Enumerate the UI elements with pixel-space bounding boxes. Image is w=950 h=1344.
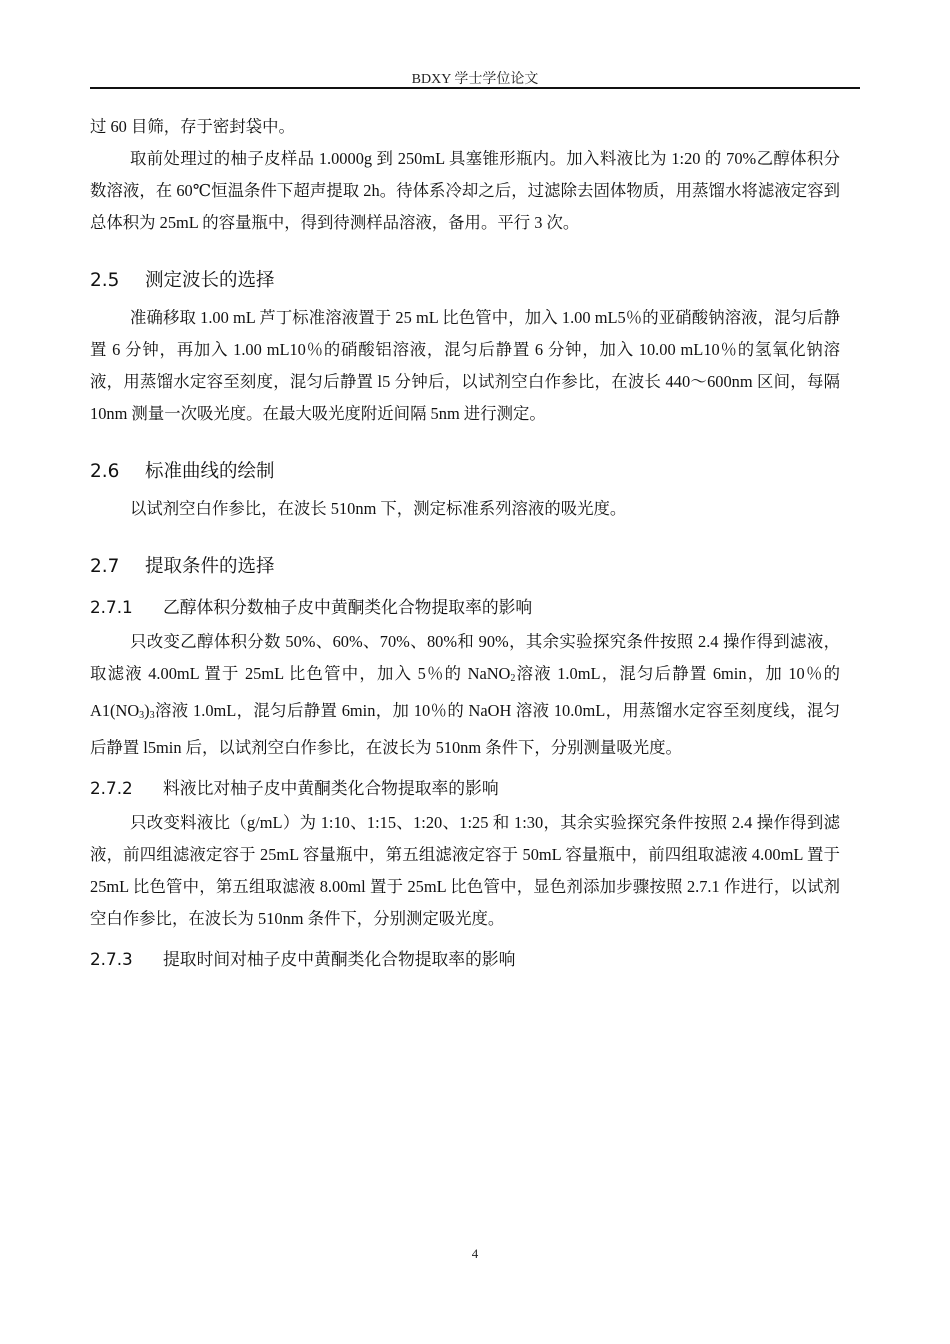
- section-heading-2-6: [90, 456, 840, 488]
- subscript: 3: [149, 710, 155, 721]
- header-rule: [90, 87, 860, 89]
- section-title: 提取条件的选择: [145, 556, 275, 577]
- section-number: 2.7.2: [90, 778, 133, 798]
- section-title: 乙醇体积分数柚子皮中黄酮类化合物提取率的影响: [163, 597, 533, 617]
- section-2-5-body: 准确移取 1.00 mL 芦丁标准溶液置于 25 mL 比色管中，加入 1.00 mL5％的亚硝酸钠溶液，混匀后静置 6 分钟，再加入 1.00 mL10％的硝酸铝溶液，混匀后静置 6 分钟，加入 10.00 mL10％的氢氧化钠溶液，用蒸馏水定容至刻度，混匀后静置 l5 分钟后，以试剂空白作参比，在波长 440～600nm 区间，每隔 10nm 测量一次吸光度。在最大吸光度附近间隔 5nm 进行测定。: [90, 308, 840, 423]
- body-text: 溶液 1.0mL，混匀后静置 6min，加 10％的 A1(NO: [90, 664, 840, 720]
- intro-paragraph: 取前处理过的柚子皮样品 1.0000g 到 250mL 具塞锥形瓶内。加入料液比为 1:20 的 70%乙醇体积分数溶液，在 60℃恒温条件下超声提取 2h。待体系冷却之后，过滤除去固体物质，用蒸馏水将滤液定容到总体积为 25mL 的容量瓶中，得到待测样品溶液，备用。平行 3 次。: [90, 149, 840, 232]
- body-text: 溶液 1.0mL，混匀后静置 6min，加 10％的 NaOH 溶液 10.0mL，用蒸馏水定容至刻度线，混匀后静置 l5min 后，以试剂空白作参比，在波长为 510nm 条件下，分别测量吸光度。: [90, 701, 840, 757]
- section-heading-2-5: [90, 265, 840, 297]
- section-title: 测定波长的选择: [145, 270, 275, 291]
- section-2-7-2-body: 只改变料液比（g/mL）为 1:10、1:15、1:20、1:25 和 1:30，其余实验探究条件按照 2.4 操作得到滤液，前四组滤液定容于 25mL 容量瓶中，第五组滤液定容于 50mL 容量瓶中，前四组取滤液 4.00mL 置于 25mL 比色管中，第五组取滤液 8.00ml 置于 25mL 比色管中，显色剂添加步骤按照 2.7.1 作进行，以试剂空白作参比，在波长为 510nm 条件下，分别测定吸光度。: [90, 813, 840, 928]
- body-content: [90, 111, 840, 978]
- section-number: 2.5: [90, 270, 120, 291]
- intro-tail: 过 60 目筛，存于密封袋中。: [90, 117, 295, 136]
- subscript: 2: [510, 673, 516, 684]
- section-number: 2.6: [90, 461, 120, 482]
- section-number: 2.7: [90, 556, 120, 577]
- section-2-7-1-body: [90, 626, 840, 764]
- body-text: ): [144, 701, 150, 720]
- section-number: 2.7.1: [90, 597, 133, 617]
- section-title: 提取时间对柚子皮中黄酮类化合物提取率的影响: [163, 949, 516, 969]
- section-2-6-body: 以试剂空白作参比，在波长 510nm 下，测定标准系列溶液的吸光度。: [130, 499, 627, 518]
- section-title: 标准曲线的绘制: [145, 461, 275, 482]
- section-heading-2-7-1: [90, 591, 840, 623]
- section-heading-2-7: [90, 551, 840, 583]
- subscript: 3: [139, 710, 145, 721]
- section-number: 2.7.3: [90, 949, 133, 969]
- section-heading-2-7-3: [90, 943, 840, 975]
- section-title: 料液比对柚子皮中黄酮类化合物提取率的影响: [163, 778, 499, 798]
- body-text: 只改变乙醇体积分数 50%、60%、70%、80%和 90%，其余实验探究条件按照 2.4 操作得到滤液，取滤液 4.00mL 置于 25mL 比色管中，加入 5％的 NaNO: [90, 632, 840, 683]
- running-header: BDXY 学士学位论文: [411, 72, 539, 87]
- section-heading-2-7-2: [90, 772, 840, 804]
- page-number: 4: [471, 1246, 479, 1261]
